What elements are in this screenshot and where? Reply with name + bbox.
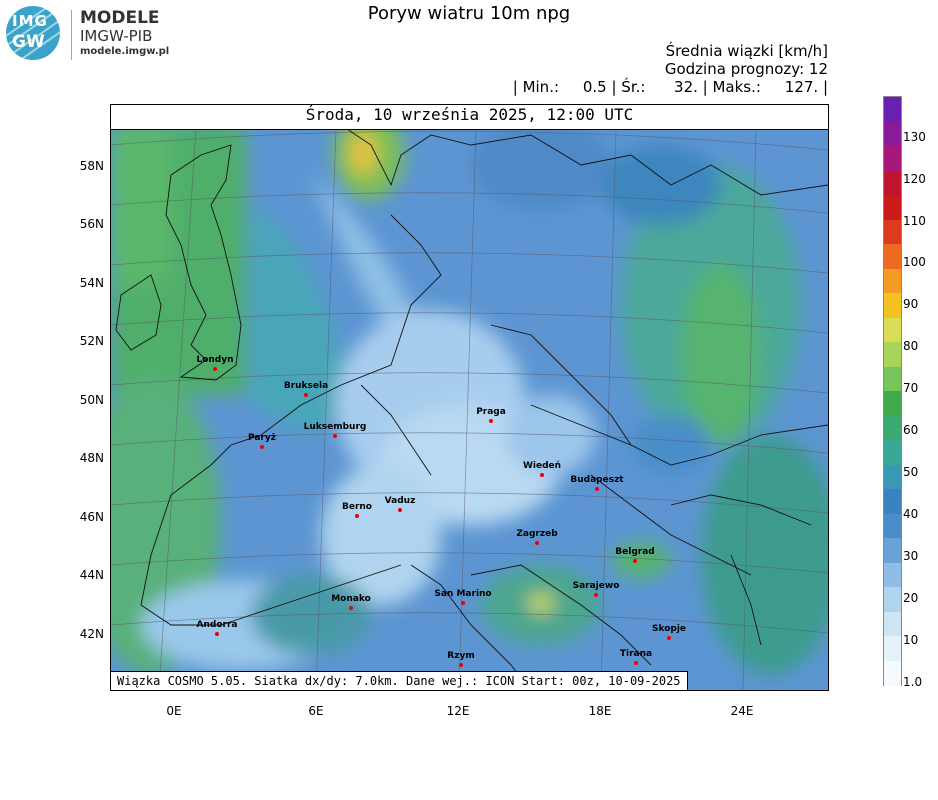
colorbar-segment [884, 195, 901, 220]
colorbar-segment [884, 636, 901, 661]
colorbar-segment [884, 563, 901, 588]
header-line-stats: | Min.: 0.5 | Śr.: 32. | Maks.: 127. | [512, 78, 828, 96]
lat-label: 58N [79, 159, 104, 173]
city-marker [260, 445, 264, 449]
city-label: Praga [476, 407, 506, 417]
city-label: Luksemburg [303, 422, 367, 432]
colorbar-segment [884, 220, 901, 245]
city-marker [349, 606, 353, 610]
city-marker [595, 487, 599, 491]
city-label: Rzym [447, 651, 475, 661]
city-marker [459, 663, 463, 667]
lat-label: 42N [79, 627, 104, 641]
city-marker [540, 473, 544, 477]
lat-label: 54N [79, 276, 104, 290]
colorbar-segment [884, 318, 901, 343]
colorbar-label: 100 [903, 255, 926, 269]
colorbar-label: 30 [903, 549, 919, 563]
logo-name: MODELE [80, 8, 160, 28]
city-label: Budapeszt [570, 475, 624, 485]
city-marker [535, 541, 539, 545]
logo-url: modele.imgw.pl [80, 46, 170, 57]
colorbar-segment [884, 171, 901, 196]
lat-label: 44N [79, 568, 104, 582]
colorbar-segment [884, 391, 901, 416]
city-label: Monako [331, 594, 371, 604]
colorbar-label: 20 [903, 591, 919, 605]
colorbar-segment [884, 122, 901, 147]
logo-org: IMGW-PIB [80, 27, 153, 45]
colorbar-label: 40 [903, 507, 919, 521]
city-marker [355, 514, 359, 518]
colorbar-label: 130 [903, 130, 926, 144]
colorbar-segment [884, 538, 901, 563]
colorbar-label: 1.0 [903, 675, 923, 689]
chart-title: Poryw wiatru 10m npg [367, 3, 571, 24]
lon-label: 0E [166, 704, 182, 718]
colorbar-label: 80 [903, 339, 919, 353]
city-marker [633, 559, 637, 563]
lon-label: 24E [730, 704, 754, 718]
city-marker [215, 632, 219, 636]
city-label: Wiedeń [522, 461, 562, 471]
colorbar-segment [884, 146, 901, 171]
colorbar-label: 70 [903, 381, 919, 395]
colorbar-segment [884, 244, 901, 269]
city-label: Belgrad [615, 547, 655, 557]
lon-label: 12E [446, 704, 470, 718]
city-label: Skopje [651, 624, 687, 634]
colorbar-segment [884, 269, 901, 294]
lat-label: 46N [79, 510, 104, 524]
colorbar-segment [884, 293, 901, 318]
city-label: Andorra [196, 620, 238, 630]
lat-label: 50N [79, 393, 104, 407]
lon-label: 6E [308, 704, 324, 718]
city-marker [489, 419, 493, 423]
wind-gust-map [111, 105, 828, 690]
city-marker [398, 508, 402, 512]
city-label: Paryż [248, 433, 276, 443]
imgw-badge: IMG GW [6, 6, 60, 60]
colorbar-segment [884, 612, 901, 637]
city-label: Vaduz [384, 496, 416, 506]
colorbar-segment [884, 440, 901, 465]
colorbar-segment [884, 489, 901, 514]
city-marker [213, 367, 217, 371]
lat-label: 52N [79, 334, 104, 348]
colorbar-label: 60 [903, 423, 919, 437]
colorbar-segment [884, 367, 901, 392]
header-line-forecast-hour: Godzina prognozy: 12 [664, 60, 828, 78]
colorbar-label: 110 [903, 214, 926, 228]
model-info: Wiązka COSMO 5.05. Siatka dx/dy: 7.0km. Dane wej.: ICON Start: 00z, 10-09-2025 [111, 671, 688, 690]
lat-label: 48N [79, 451, 104, 465]
colorbar-segment [884, 342, 901, 367]
lon-label: 18E [588, 704, 612, 718]
header-line-units: Średnia wiązki [km/h] [665, 42, 828, 60]
colorbar-label: 120 [903, 172, 926, 186]
city-marker [667, 636, 671, 640]
colorbar-segment [884, 97, 901, 122]
city-label: Londyn [196, 355, 234, 365]
city-label: Bruksela [283, 381, 329, 391]
colorbar-segment [884, 661, 901, 686]
city-label: Tirana [619, 649, 653, 659]
city-marker [594, 593, 598, 597]
city-marker [333, 434, 337, 438]
colorbar-segment [884, 514, 901, 539]
city-label: Zagrzeb [516, 529, 558, 539]
map-frame [110, 104, 829, 691]
city-marker [304, 393, 308, 397]
city-label: San Marino [434, 589, 492, 599]
city-label: Sarajewo [572, 581, 620, 591]
colorbar-label: 10 [903, 633, 919, 647]
city-marker [634, 661, 638, 665]
colorbar-segment [884, 587, 901, 612]
city-marker [461, 601, 465, 605]
colorbar-label: 90 [903, 297, 919, 311]
map-date-title: Środa, 10 września 2025, 12:00 UTC [111, 105, 828, 130]
lat-label: 56N [79, 217, 104, 231]
colorbar-segment [884, 465, 901, 490]
colorbar-segment [884, 416, 901, 441]
city-label: Berno [342, 502, 372, 512]
colorbar [883, 96, 902, 686]
colorbar-label: 50 [903, 465, 919, 479]
